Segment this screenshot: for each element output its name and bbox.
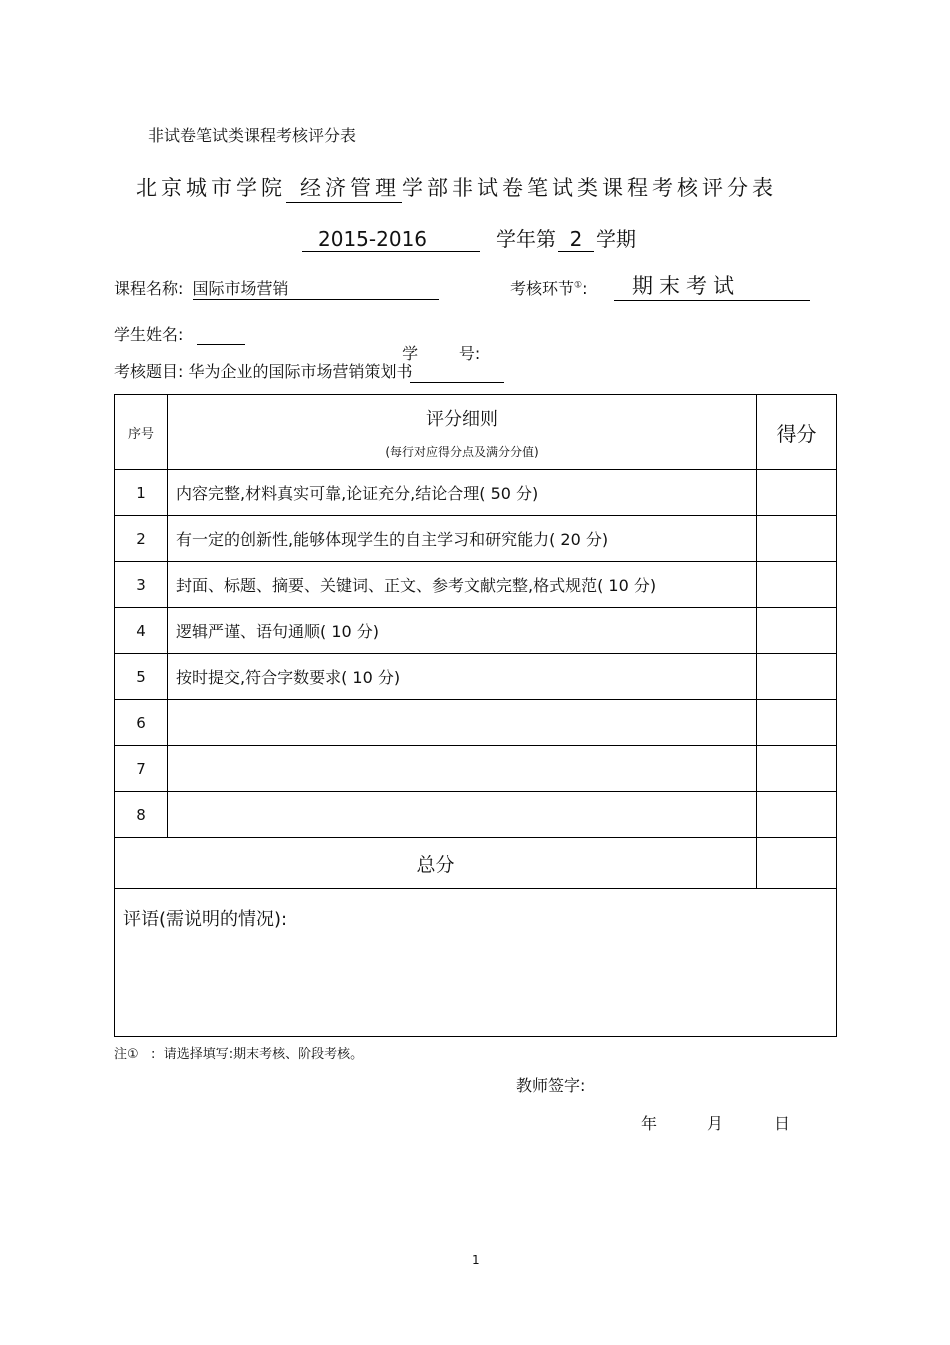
row-number: 5 [115,654,168,700]
semester-label: 学期 [596,227,636,251]
score-cell[interactable] [757,470,837,516]
score-cell[interactable] [757,516,837,562]
col-header-detail [168,395,757,470]
comment-row [115,889,837,1037]
title-suffix: 学部非试卷笔试类课程考核评分表 [402,176,777,200]
comment-label: 评语(需说明的情况): [123,909,288,930]
semester-field[interactable]: 2 [558,227,594,252]
course-label: 课程名称: [114,279,184,298]
student-name-field[interactable] [197,326,245,345]
department-field[interactable]: 经济管理 [286,172,402,203]
stage-field[interactable]: 期末考试 [614,270,810,301]
course-field[interactable]: 国际市场营销 [193,276,439,300]
course-line [114,276,439,300]
stage-label: 考核环节 [510,279,575,298]
total-row [115,838,837,889]
title-prefix: 北京城市学院 [136,176,286,200]
topic-value: 华为企业的国际市场营销策划书 [188,362,413,381]
row-number: 7 [115,746,168,792]
col-header-no: 序号 [115,395,168,470]
stage-line [510,276,587,299]
comment-box[interactable] [115,889,837,1037]
detail-header-title: 评分细则 [426,408,498,430]
row-number: 8 [115,792,168,838]
criterion-text: 逻辑严谨、语句通顺( 10 分) [168,608,757,654]
stage-footnote-mark: ① [574,280,583,291]
col-header-score: 得分 [757,395,837,470]
running-header: 非试卷笔试类课程考核评分表 [148,126,357,145]
table-header-row [115,395,837,470]
student-id-label: 学 号: [402,344,481,363]
date-month: 月 [707,1114,724,1133]
criterion-text: 按时提交,符合字数要求( 10 分) [168,654,757,700]
signature-label: 教师签字: [516,1076,586,1095]
criterion-text: 封面、标题、摘要、关键词、正文、参考文献完整,格式规范( 10 分) [168,562,757,608]
table-row [115,700,837,746]
score-cell[interactable] [757,608,837,654]
row-number: 6 [115,700,168,746]
student-id-field[interactable] [410,364,504,383]
academic-year-line [302,223,636,252]
date-year: 年 [641,1114,658,1133]
row-number: 2 [115,516,168,562]
page-number: 1 [472,1253,480,1267]
table-row [115,562,837,608]
score-cell[interactable] [757,700,837,746]
table-row [115,608,837,654]
student-line [114,322,245,345]
criterion-text[interactable] [168,792,757,838]
academic-year-field[interactable]: 2015-2016 [302,227,480,252]
score-cell[interactable] [757,792,837,838]
year-label: 学年第 [496,227,556,251]
row-number: 4 [115,608,168,654]
grading-table [114,394,837,1037]
detail-header-note: (每行对应得分点及满分分值) [385,444,539,459]
stage-colon: : [582,279,588,298]
row-number: 1 [115,470,168,516]
criterion-text[interactable] [168,700,757,746]
table-row [115,516,837,562]
score-cell[interactable] [757,746,837,792]
criterion-text: 有一定的创新性,能够体现学生的自主学习和研究能力( 20 分) [168,516,757,562]
table-row [115,470,837,516]
student-label: 学生姓名: [114,325,184,344]
topic-line [114,359,413,382]
date-day: 日 [774,1114,791,1133]
table-row [115,792,837,838]
stage-field-wrap [614,270,810,301]
total-label: 总分 [115,838,757,889]
criterion-text: 内容完整,材料真实可靠,论证充分,结论合理( 50 分) [168,470,757,516]
total-score-cell[interactable] [757,838,837,889]
table-row [115,654,837,700]
table-row [115,746,837,792]
footnote: 注① : 请选择填写:期末考核、阶段考核。 [114,1047,364,1062]
score-cell[interactable] [757,562,837,608]
row-number: 3 [115,562,168,608]
topic-label: 考核题目: [114,362,184,381]
criterion-text[interactable] [168,746,757,792]
form-title [136,172,777,203]
score-cell[interactable] [757,654,837,700]
